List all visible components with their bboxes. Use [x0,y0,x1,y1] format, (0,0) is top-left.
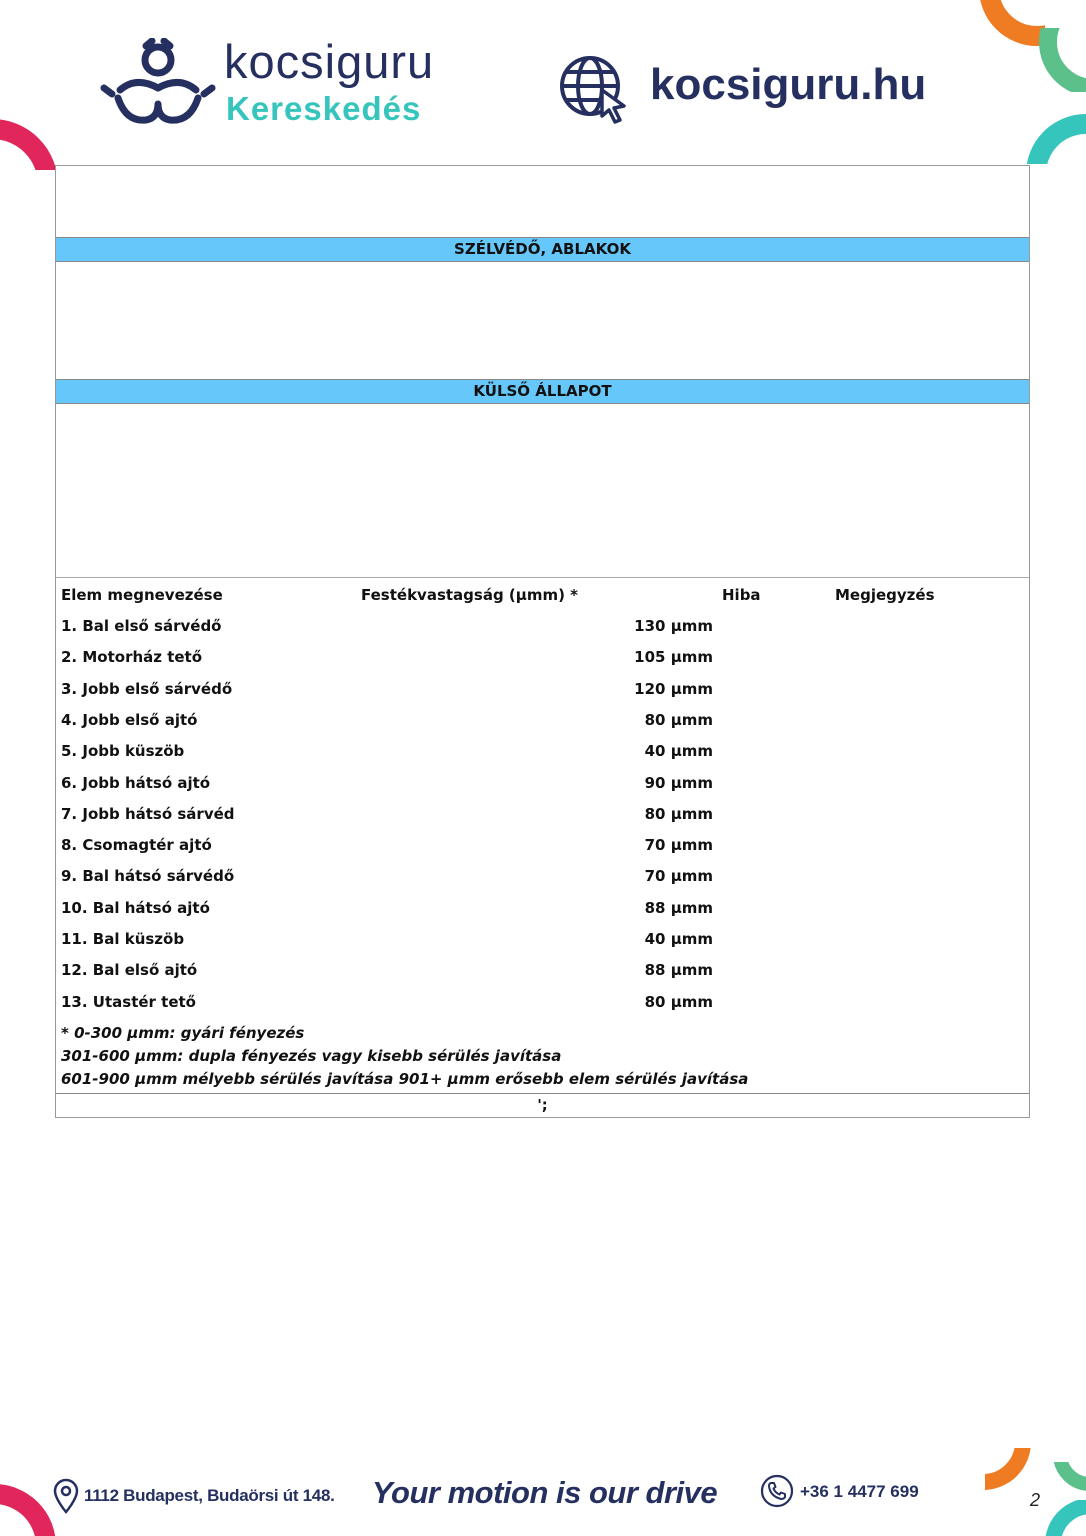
decor-arc-top-right-green [1030,28,1086,92]
location-pin-icon [52,1478,80,1514]
table-row-value: 70 μmm [644,867,713,885]
table-row-value: 40 μmm [644,930,713,948]
end-mark: '; [537,1096,548,1114]
decor-arc-top-right-teal [1010,108,1086,164]
table-row-value: 130 μmm [634,617,713,635]
table-row-name: 10. Bal hátsó ajtó [61,899,210,917]
table-row-value: 80 μmm [644,805,713,823]
table-row-name: 7. Jobb hátsó sárvéd [61,805,235,823]
footer-slogan: Your motion is our drive [372,1475,718,1510]
footer-phone: +36 1 4477 699 [800,1482,919,1501]
table-row-name: 11. Bal küszöb [61,930,185,948]
kocsiguru-logo-icon [96,38,216,130]
table-row-name: 9. Bal hátsó sárvédő [61,867,235,885]
footer-address: 1112 Budapest, Budaörsi út 148. [84,1486,335,1505]
legend-note: 601-900 μmm mélyebb sérülés javítása 901+ μmm erősebb elem sérülés javítása [61,1070,749,1088]
table-row-name: 12. Bal első ajtó [61,961,198,979]
phone-icon [760,1474,794,1508]
legend-note: * 0-300 μmm: gyári fényezés [61,1024,305,1042]
table-row-name: 8. Csomagtér ajtó [61,836,212,854]
table-row-name: 3. Jobb első sárvédő [61,680,233,698]
table-row-value: 90 μmm [644,774,713,792]
table-row-name: 4. Jobb első ajtó [61,711,198,729]
table-row-value: 80 μmm [644,711,713,729]
table-row-name: 2. Motorház tető [61,648,203,666]
table-row-value: 105 μmm [634,648,713,666]
column-header-thickness: Festékvastagság (μmm) * [361,586,579,604]
table-row-value: 80 μmm [644,993,713,1011]
table-row-value: 40 μmm [644,742,713,760]
globe-cursor-icon [558,54,628,124]
table-row-name: 1. Bal első sárvédő [61,617,222,635]
table-row-value: 120 μmm [634,680,713,698]
table-row-name: 5. Jobb küszöb [61,742,185,760]
legend-note: 301-600 μmm: dupla fényezés vagy kisebb sérülés javítása [61,1047,562,1065]
page-number: 2 [1030,1490,1041,1510]
section-title-exterior: KÜLSŐ ÁLLAPOT [56,379,1029,404]
inspection-document [55,165,1030,1118]
paint-thickness-table [56,577,1029,1094]
decor-arc-bottom-right-green [1050,1462,1086,1502]
table-row-value: 70 μmm [644,836,713,854]
section-title-windows: SZÉLVÉDŐ, ABLAKOK [56,237,1029,262]
decor-arc-top-left [0,90,70,170]
table-row-name: 13. Utastér tető [61,993,196,1011]
logo-subtitle: Kereskedés [226,90,422,127]
table-row-value: 88 μmm [644,899,713,917]
logo-name: kocsiguru [224,35,435,88]
table-row-value: 88 μmm [644,961,713,979]
decor-arc-bottom-right-orange [985,1448,1035,1493]
column-header-fault: Hiba [722,586,761,604]
table-row-name: 6. Jobb hátsó ajtó [61,774,211,792]
website-text: kocsiguru.hu [650,60,927,109]
column-header-note: Megjegyzés [835,586,935,604]
column-header-name: Elem megnevezése [61,586,223,604]
